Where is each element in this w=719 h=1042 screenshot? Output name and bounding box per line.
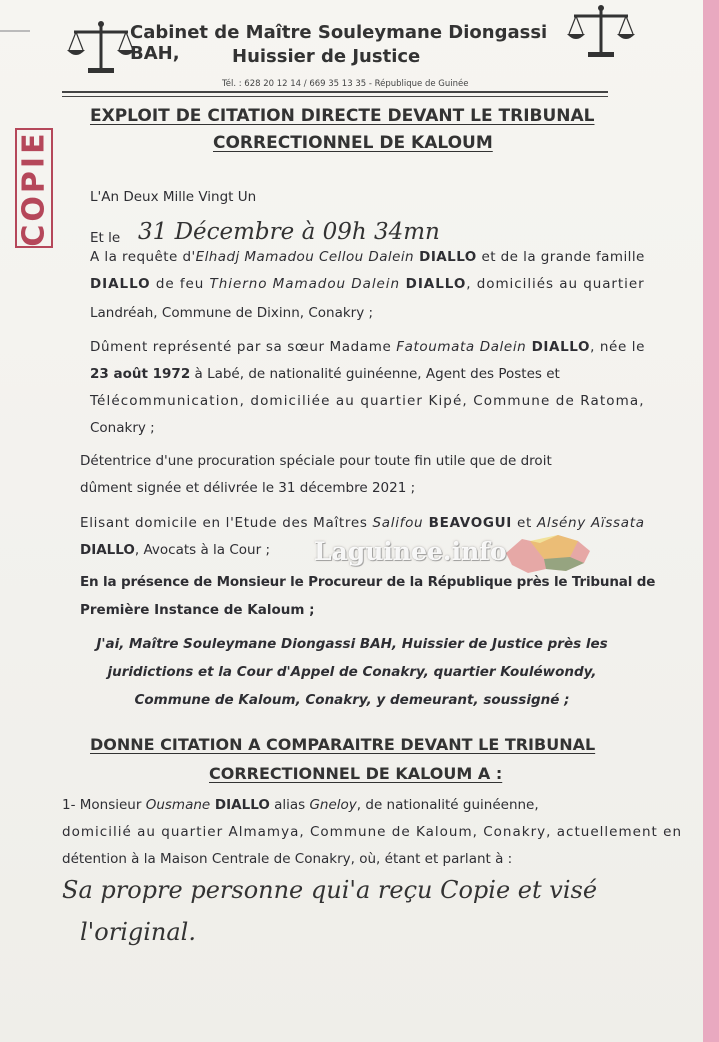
text-line bbox=[90, 393, 645, 409]
text-segment: détention à la Maison Centrale de Conakry, où, étant et parlant à : bbox=[62, 851, 513, 867]
scales-of-justice-icon bbox=[66, 18, 136, 78]
text-line bbox=[90, 276, 645, 292]
text-segment: DIALLO bbox=[80, 542, 135, 558]
date-prefix: Et le bbox=[90, 230, 121, 246]
text-segment: Landréah, Commune de Dixinn, Conakry ; bbox=[90, 305, 374, 321]
document-title: CORRECTIONNEL DE KALOUM bbox=[213, 133, 493, 153]
text-segment: alias bbox=[269, 797, 310, 813]
text-line bbox=[90, 305, 373, 321]
text-segment: à Labé, de nationalité guinéenne, Agent des Postes et bbox=[190, 366, 560, 382]
text-segment: et bbox=[512, 515, 537, 531]
text-segment: Détentrice d'une procuration spéciale pour toute fin utile que de droit bbox=[80, 453, 552, 469]
copie-stamp: COPIE bbox=[16, 129, 52, 247]
text-line bbox=[90, 339, 645, 355]
text-segment: DIALLO bbox=[90, 276, 151, 292]
text-segment: DIALLO bbox=[400, 276, 467, 292]
section-title: CORRECTIONNEL DE KALOUM A : bbox=[209, 764, 503, 783]
text-line bbox=[90, 420, 155, 436]
text-line bbox=[62, 797, 539, 813]
fold-mark bbox=[0, 30, 30, 32]
text-segment: Elisant domicile en l'Etude des Maîtres bbox=[80, 515, 373, 531]
guinea-map-logo-icon bbox=[500, 531, 596, 577]
text-segment: DIALLO bbox=[414, 249, 477, 265]
text-segment: Fatoumata Dalein bbox=[396, 339, 527, 355]
text-segment: juridictions et la Cour d'Appel de Conakry, quartier Kouléwondy, bbox=[107, 664, 597, 680]
text-segment: Elhadj Mamadou Cellou Dalein bbox=[195, 249, 415, 265]
text-line bbox=[62, 824, 682, 840]
text-line bbox=[0, 636, 704, 652]
text-segment: DIALLO bbox=[526, 339, 591, 355]
watermark-text: Laguinee.info bbox=[314, 537, 507, 566]
text-segment: dûment signée et délivrée le 31 décembre 2021 ; bbox=[80, 480, 416, 496]
text-segment: Thierno Mamadou Dalein bbox=[209, 276, 401, 292]
text-segment: Première Instance de Kaloum ; bbox=[80, 602, 315, 618]
header-rule bbox=[62, 91, 608, 93]
text-segment: , née le bbox=[590, 339, 646, 355]
text-segment: Alsény Aïssata bbox=[536, 515, 645, 531]
text-segment: Dûment représenté par sa sœur Madame bbox=[90, 339, 397, 355]
text-segment: Ousmane bbox=[145, 797, 211, 813]
letterhead-title: Cabinet de Maître Souleymane Diongassi BAH, bbox=[130, 22, 548, 64]
text-segment: En la présence de Monsieur le Procureur de la République près le Tribunal de bbox=[80, 574, 656, 590]
letterhead-subtitle: Huissier de Justice bbox=[232, 46, 421, 67]
text-segment: de feu bbox=[150, 276, 210, 292]
text-line bbox=[80, 602, 315, 618]
text-segment: Commune de Kaloum, Conakry, y demeurant, soussigné ; bbox=[134, 692, 570, 708]
text-segment: Salifou bbox=[372, 515, 424, 531]
scales-of-justice-icon bbox=[566, 2, 636, 62]
handwritten-response: Sa propre personne qui'a reçu Copie et visé bbox=[62, 876, 598, 904]
text-segment: Gneloy bbox=[309, 797, 357, 813]
text-segment: 23 août 1972 bbox=[90, 366, 191, 382]
text-line bbox=[0, 692, 704, 708]
text-line bbox=[90, 366, 560, 382]
text-segment: domicilié au quartier Almamya, Commune de Kaloum, Conakry, actuellement en bbox=[62, 824, 683, 840]
text-segment: et de la grande famille bbox=[476, 249, 645, 265]
text-segment: A la requête d' bbox=[90, 249, 196, 265]
document-title: EXPLOIT DE CITATION DIRECTE DEVANT LE TRIBUNAL bbox=[90, 106, 595, 126]
text-segment: BEAVOGUI bbox=[423, 515, 513, 531]
text-segment: Télécommunication, domiciliée au quartier Kipé, Commune de Ratoma, bbox=[90, 393, 645, 409]
text-segment: DIALLO bbox=[210, 797, 270, 813]
text-line bbox=[62, 851, 512, 867]
text-segment: , de nationalité guinéenne, bbox=[356, 797, 539, 813]
header-rule bbox=[62, 96, 608, 97]
text-line bbox=[80, 515, 645, 531]
section-title: DONNE CITATION A COMPARAITRE DEVANT LE TRIBUNAL bbox=[90, 735, 596, 754]
text-line bbox=[80, 542, 270, 558]
handwritten-date: 31 Décembre à 09h 34mn bbox=[138, 219, 440, 245]
text-segment: Conakry ; bbox=[90, 420, 155, 436]
pink-background-edge bbox=[703, 0, 719, 1042]
text-segment: 1- Monsieur bbox=[62, 797, 146, 813]
text-segment: , domiciliés au quartier bbox=[466, 276, 645, 292]
text-line bbox=[80, 480, 415, 496]
text-line bbox=[80, 453, 552, 469]
letterhead-contact: Tél. : 628 20 12 14 / 669 35 13 35 - République de Guinée bbox=[222, 79, 469, 89]
text-segment: , Avocats à la Cour ; bbox=[134, 542, 270, 558]
text-segment: J'ai, Maître Souleymane Diongassi BAH, Huissier de Justice près les bbox=[96, 636, 608, 652]
text-line bbox=[0, 664, 704, 680]
text-line bbox=[90, 249, 645, 265]
watermark bbox=[300, 531, 600, 577]
date-year: L'An Deux Mille Vingt Un bbox=[90, 189, 257, 205]
handwritten-response: l'original. bbox=[80, 918, 196, 946]
